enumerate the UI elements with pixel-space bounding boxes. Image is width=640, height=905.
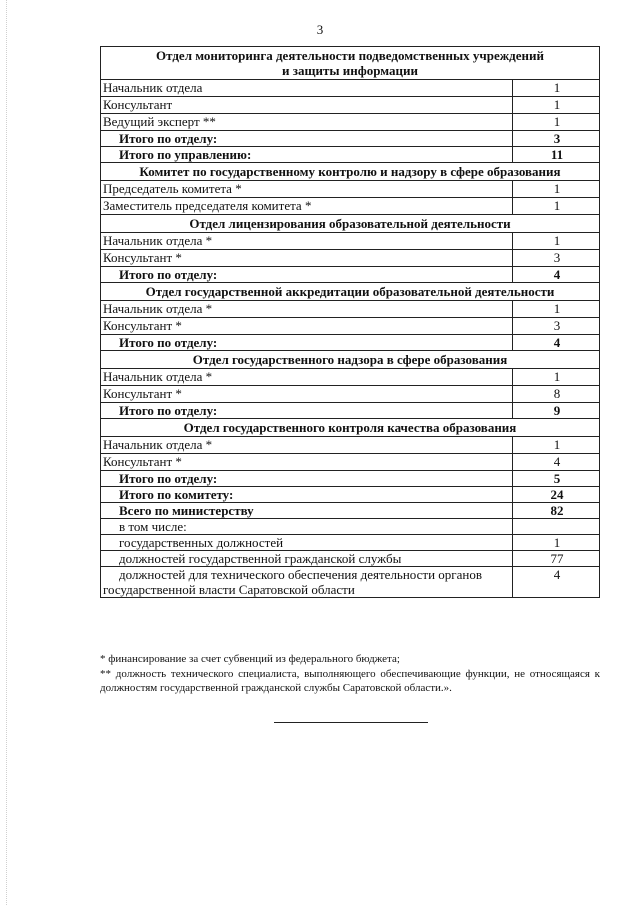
position-name: Итого по отделу: — [101, 267, 513, 283]
position-count: 1 — [513, 97, 600, 114]
table-row — [101, 535, 600, 551]
position-name: Начальник отдела * — [101, 233, 513, 250]
position-name: Начальник отдела * — [101, 369, 513, 386]
position-count: 4 — [513, 267, 600, 283]
table-row — [101, 519, 600, 535]
table-row — [101, 551, 600, 567]
position-name: Итого по комитету: — [101, 487, 513, 503]
position-count: 3 — [513, 131, 600, 147]
position-name: должностей государственной гражданской службы — [101, 551, 513, 567]
position-count: 1 — [513, 114, 600, 131]
position-count: 82 — [513, 503, 600, 519]
position-count: 1 — [513, 80, 600, 97]
position-count: 1 — [513, 369, 600, 386]
scan-margin-line — [6, 0, 7, 905]
section-header-cell — [101, 419, 600, 437]
table-row — [101, 181, 600, 198]
position-name: Начальник отдела — [101, 80, 513, 97]
footnotes — [100, 652, 600, 696]
position-count: 1 — [513, 181, 600, 198]
table-row — [101, 301, 600, 318]
position-count: 24 — [513, 487, 600, 503]
position-count: 77 — [513, 551, 600, 567]
position-name — [101, 567, 513, 598]
section-header — [101, 419, 600, 437]
position-name: Консультант * — [101, 454, 513, 471]
position-count: 1 — [513, 535, 600, 551]
position-count: 4 — [513, 454, 600, 471]
total-row — [101, 503, 600, 519]
section-header — [101, 47, 600, 80]
position-count: 3 — [513, 318, 600, 335]
table-row — [101, 369, 600, 386]
page-number: 3 — [316, 22, 324, 37]
position-count: 3 — [513, 250, 600, 267]
table-row — [101, 567, 600, 598]
position-count: 8 — [513, 386, 600, 403]
section-header — [101, 163, 600, 181]
section-title-line: Отдел государственного надзора в сфере образования — [192, 352, 508, 367]
section-header — [101, 351, 600, 369]
position-name: Председатель комитета * — [101, 181, 513, 198]
total-row — [101, 487, 600, 503]
position-name: Всего по министерству — [101, 503, 513, 519]
table-row — [101, 318, 600, 335]
footnote-technical: ** должность технического специалиста, выполняющего обеспечивающие функции, не относящаяся к должностям государственной гражданской службы Саратовской области.». — [100, 668, 600, 694]
position-count — [513, 519, 600, 535]
section-header — [101, 215, 600, 233]
table-row — [101, 114, 600, 131]
position-count: 11 — [513, 147, 600, 163]
total-row — [101, 147, 600, 163]
position-count: 1 — [513, 437, 600, 454]
position-name: Итого по отделу: — [101, 131, 513, 147]
position-count: 1 — [513, 198, 600, 215]
position-count: 4 — [513, 567, 600, 598]
table-row — [101, 386, 600, 403]
total-row — [101, 335, 600, 351]
table-row — [101, 97, 600, 114]
position-count: 1 — [513, 301, 600, 318]
position-name: Консультант * — [101, 250, 513, 267]
total-row — [101, 403, 600, 419]
position-name-line: должностей для технического обеспечения деятельности органов — [119, 567, 482, 582]
section-title-line: Отдел государственного контроля качества образования — [183, 420, 517, 435]
position-name: Начальник отдела * — [101, 437, 513, 454]
section-header-cell — [101, 283, 600, 301]
total-row — [101, 471, 600, 487]
position-count: 5 — [513, 471, 600, 487]
position-name: Ведущий эксперт ** — [101, 114, 513, 131]
position-name: Итого по отделу: — [101, 335, 513, 351]
position-name: Итого по управлению: — [101, 147, 513, 163]
position-name: Итого по отделу: — [101, 403, 513, 419]
section-title-line: и защиты информации — [282, 63, 418, 78]
staff-table-body — [101, 47, 600, 598]
section-header-cell — [101, 47, 600, 80]
position-name: в том числе: — [101, 519, 513, 535]
total-row — [101, 267, 600, 283]
position-name: Консультант * — [101, 386, 513, 403]
section-header — [101, 283, 600, 301]
total-row — [101, 131, 600, 147]
section-title-line: Отдел мониторинга деятельности подведомственных учреждений — [156, 48, 544, 63]
position-name-line: государственной власти Саратовской области — [103, 582, 355, 597]
section-title-line: Отдел государственной аккредитации образовательной деятельности — [145, 284, 555, 299]
position-count: 1 — [513, 233, 600, 250]
position-name: Начальник отдела * — [101, 301, 513, 318]
position-count: 4 — [513, 335, 600, 351]
section-header-cell — [101, 215, 600, 233]
footnote-subsidy: * финансирование за счет субвенций из федерального бюджета; — [100, 653, 400, 665]
table-row — [101, 454, 600, 471]
section-title-line: Отдел лицензирования образовательной деятельности — [189, 216, 511, 231]
table-row — [101, 250, 600, 267]
position-name: Заместитель председателя комитета * — [101, 198, 513, 215]
closing-rule — [274, 722, 428, 723]
position-name: государственных должностей — [101, 535, 513, 551]
table-row — [101, 437, 600, 454]
section-header-cell — [101, 351, 600, 369]
position-name: Итого по отделу: — [101, 471, 513, 487]
position-name: Консультант * — [101, 318, 513, 335]
position-count: 9 — [513, 403, 600, 419]
section-header-cell — [101, 163, 600, 181]
table-row — [101, 80, 600, 97]
table-row — [101, 198, 600, 215]
position-name: Консультант — [101, 97, 513, 114]
table-row — [101, 233, 600, 250]
staff-table — [100, 46, 600, 598]
section-title-line: Комитет по государственному контролю и надзору в сфере образования — [139, 164, 561, 179]
